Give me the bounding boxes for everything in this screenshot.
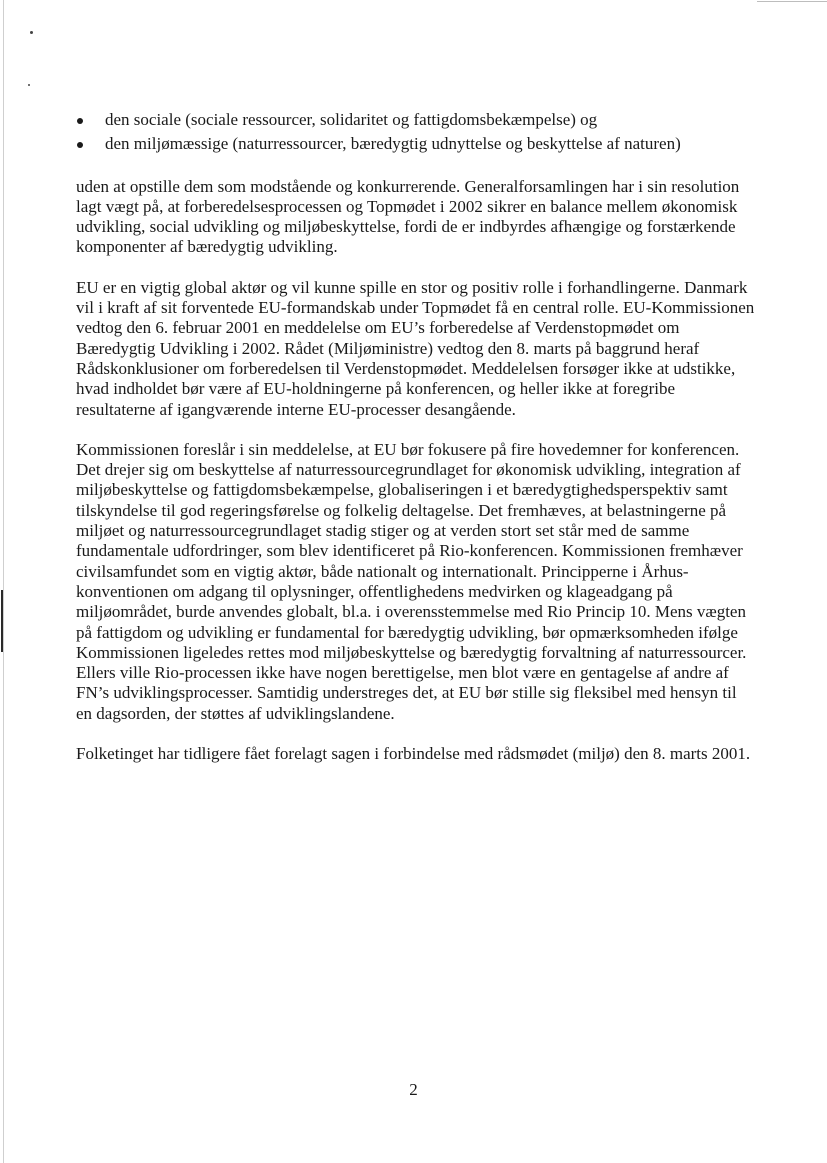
scan-speck [30, 31, 33, 34]
paragraph: EU er en vigtig global aktør og vil kunne spille en stor og positiv rolle i forhandlingerne. Danmark vil i kraft af sit forventede EU-formandskab under Topmødet få en central rolle. EU-Kommissionen vedtog den 6. februar 2001 en meddelelse om EU’s forberedelse af Verdenstopmødet om Bæredygtig Udvikling i 2002. Rådet (Miljøministre) vedtog den 8. marts på baggrund heraf Rådskonklusioner om forberedelsen til Verdenstopmødet. Meddelelsen forsøger ikke at udstikke, hvad indholdet bør være af EU-holdningerne på konferencen, og heller ikke at foregribe resultaterne af igangværende interne EU-processer desangående. [76, 277, 755, 419]
paragraph: Kommissionen foreslår i sin meddelelse, at EU bør fokusere på fire hovedemner for konferencen. Det drejer sig om beskyttelse af naturressourcegrundlaget for økonomisk udvikling, integration af miljøbeskyttelse og fattigdomsbekæmpelse, globaliseringen i et bæredygtighedsperspektiv samt tilskyndelse til god regeringsførelse og folkelig deltagelse. Det fremhæves, at belastningerne på miljøet og naturressourcegrundlaget stadig stiger og at verden stort set står med de samme fundamentale udfordringer, som blev identificeret på Rio-konferencen. Kommissionen fremhæver civilsamfundet som en vigtig aktør, både nationalt og internationalt. Principperne i Århus-konventionen om adgang til oplysninger, offentlighedens medvirken og klageadgang på miljøområdet, burde anvendes globalt, bl.a. i overensstemmelse med Rio Princip 10. Mens vægten på fattigdom og udvikling er fundamental for bæredygtig udvikling, bør opmærksomheden ifølge Kommissionen ligeledes rettes mod miljøbeskyttelse og bæredygtig forvaltning af naturressourcer. Ellers ville Rio-processen ikke have nogen berettigelse, men blot være en gentagelse af andre af FN’s udviklingsprocesser. Samtidig understreges det, at EU bør stille sig fleksibel med hensyn til en dagsorden, der støttes af udviklingslandene. [76, 439, 747, 723]
paragraph: Folketinget har tidligere fået forelagt sagen i forbindelse med rådsmødet (miljø) den 8. marts 2001. [76, 744, 751, 764]
document-body [76, 110, 756, 784]
scan-speck [28, 84, 30, 86]
paragraph: uden at opstille dem som modstående og konkurrerende. Generalforsamlingen har i sin resolution lagt vægt på, at forberedelsesprocessen og Topmødet i 2002 sikrer en balance mellem økonomisk udvikling, social udvikling og miljøbeskyttelse, fordi de er indbyrdes afhængige og forstærkende komponenter af bæredygtig udvikling. [76, 176, 740, 257]
scan-edge-top [757, 1, 827, 2]
bullet-icon [77, 142, 83, 148]
scan-edge-mark [1, 590, 3, 652]
page-number: 2 [409, 1080, 418, 1099]
scan-edge-left [3, 0, 4, 1163]
bullet-item [76, 134, 756, 154]
bullet-item [76, 110, 756, 130]
bullet-text: den miljømæssige (naturressourcer, bæredygtig udnyttelse og beskyttelse af naturen) [105, 134, 681, 154]
bullet-text: den sociale (sociale ressourcer, solidaritet og fattigdomsbekæmpelse) og [105, 110, 598, 129]
bullet-list [76, 110, 756, 155]
bullet-icon [77, 118, 83, 124]
